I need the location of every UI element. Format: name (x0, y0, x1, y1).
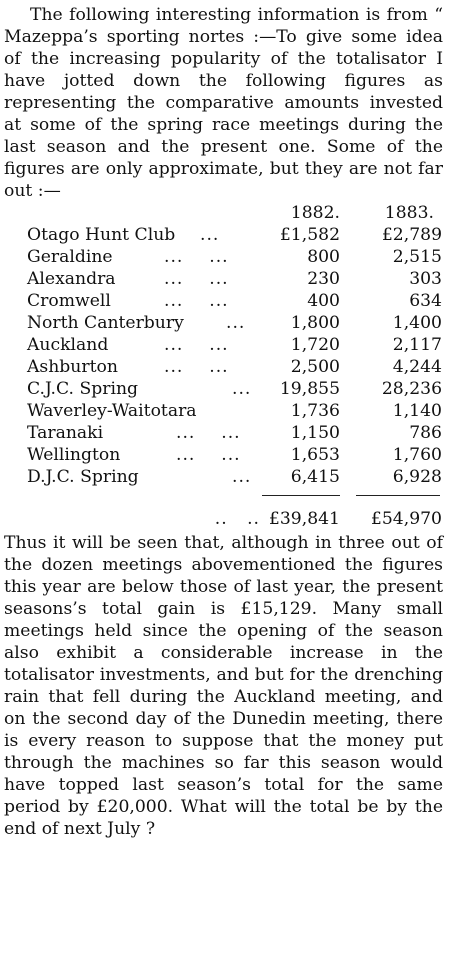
value-1882: 1,653 (290, 445, 340, 465)
leader-dots: ... (200, 225, 220, 245)
leader-dots: ... (226, 313, 246, 333)
total-1882: £39,841 (268, 509, 340, 529)
value-1882: 1,720 (290, 335, 340, 355)
value-1882: 6,415 (290, 467, 340, 487)
table-row (4, 224, 444, 246)
value-1883: 1,760 (392, 445, 442, 465)
value-1883: 2,515 (392, 247, 442, 267)
value-1883: £2,789 (381, 225, 442, 245)
table-row (4, 246, 444, 268)
value-1883: 4,244 (392, 357, 442, 377)
sum-rule-1882 (262, 495, 340, 496)
value-1882: £1,582 (279, 225, 340, 245)
intro-paragraph: The following interesting information is from “ Mazeppa’s sporting nortes :—To give some idea of the increasing popularity of the totalisator I have jotted down the following figures as representing the comparative amounts invested at some of the spring race meetings during the last season and the present one. Some of the figures are only approximate, but they are not far out :— (4, 5, 443, 201)
value-1883: 6,928 (392, 467, 442, 487)
value-1883: 2,117 (392, 335, 442, 355)
venue-name: Wellington (27, 445, 121, 465)
value-1882: 1,736 (290, 401, 340, 421)
venue-name: D.J.C. Spring (27, 467, 139, 487)
conclusion-paragraph: Thus it will be seen that, although in three out of the dozen meetings abovementioned the figures this year are below those of last year, the present seasons’s total gain is £15,129. Many small meetings held since the opening of the season also exhibit a considerable increase in the totalisator investments, and but for the drenching rain that fell during the Auckland meeting, and on the second day of the Dunedin meeting, there is every reason to suppose that the money put through the machines so far this season would have topped last season’s total for the same period by £20,000. What will the total be by the end of next July ? (4, 533, 443, 839)
venue-name: Taranaki (27, 423, 104, 443)
table-row (4, 422, 444, 444)
total-leader-dots: .. .. (214, 509, 260, 529)
value-1882: 230 (307, 269, 340, 289)
value-1883: 634 (409, 291, 442, 311)
year-header-1883: 1883. (384, 203, 434, 223)
venue-name: Ashburton (27, 357, 118, 377)
venue-name: North Canterbury (27, 313, 184, 333)
venue-name: Cromwell (27, 291, 111, 311)
table-row (4, 312, 444, 334)
sum-rule-1883 (356, 495, 440, 496)
table-row (4, 466, 444, 488)
venue-name: C.J.C. Spring (27, 379, 139, 399)
year-header-1882: 1882. (290, 203, 340, 223)
value-1882: 19,855 (279, 379, 340, 399)
table-row (4, 290, 444, 312)
leader-dots: ... ... (176, 445, 241, 465)
leader-dots: ... (232, 379, 252, 399)
leader-dots: ... ... (164, 335, 229, 355)
table-row (4, 268, 444, 290)
value-1883: 1,400 (392, 313, 442, 333)
value-1882: 1,800 (290, 313, 340, 333)
leader-dots: ... ... (164, 357, 229, 377)
leader-dots: ... ... (164, 247, 229, 267)
venue-name: Waverley-Waitotara (27, 401, 197, 421)
value-1882: 400 (307, 291, 340, 311)
total-1883: £54,970 (370, 509, 442, 529)
table-row (4, 378, 444, 400)
totalisator-table (4, 202, 443, 532)
value-1883: 303 (409, 269, 442, 289)
value-1882: 2,500 (290, 357, 340, 377)
value-1882: 800 (307, 247, 340, 267)
venue-name: Geraldine (27, 247, 113, 267)
table-row (4, 334, 444, 356)
leader-dots: ... ... (164, 291, 229, 311)
value-1883: 28,236 (381, 379, 442, 399)
table-row (4, 444, 444, 466)
table-row (4, 400, 444, 422)
leader-dots: ... ... (176, 423, 241, 443)
venue-name: Alexandra (27, 269, 116, 289)
leader-dots: ... (232, 467, 252, 487)
total-row (4, 508, 444, 530)
value-1883: 1,140 (392, 401, 442, 421)
table-row (4, 356, 444, 378)
leader-dots: ... ... (164, 269, 229, 289)
venue-name: Otago Hunt Club (27, 225, 176, 245)
value-1883: 786 (409, 423, 442, 443)
venue-name: Auckland (27, 335, 109, 355)
value-1882: 1,150 (290, 423, 340, 443)
